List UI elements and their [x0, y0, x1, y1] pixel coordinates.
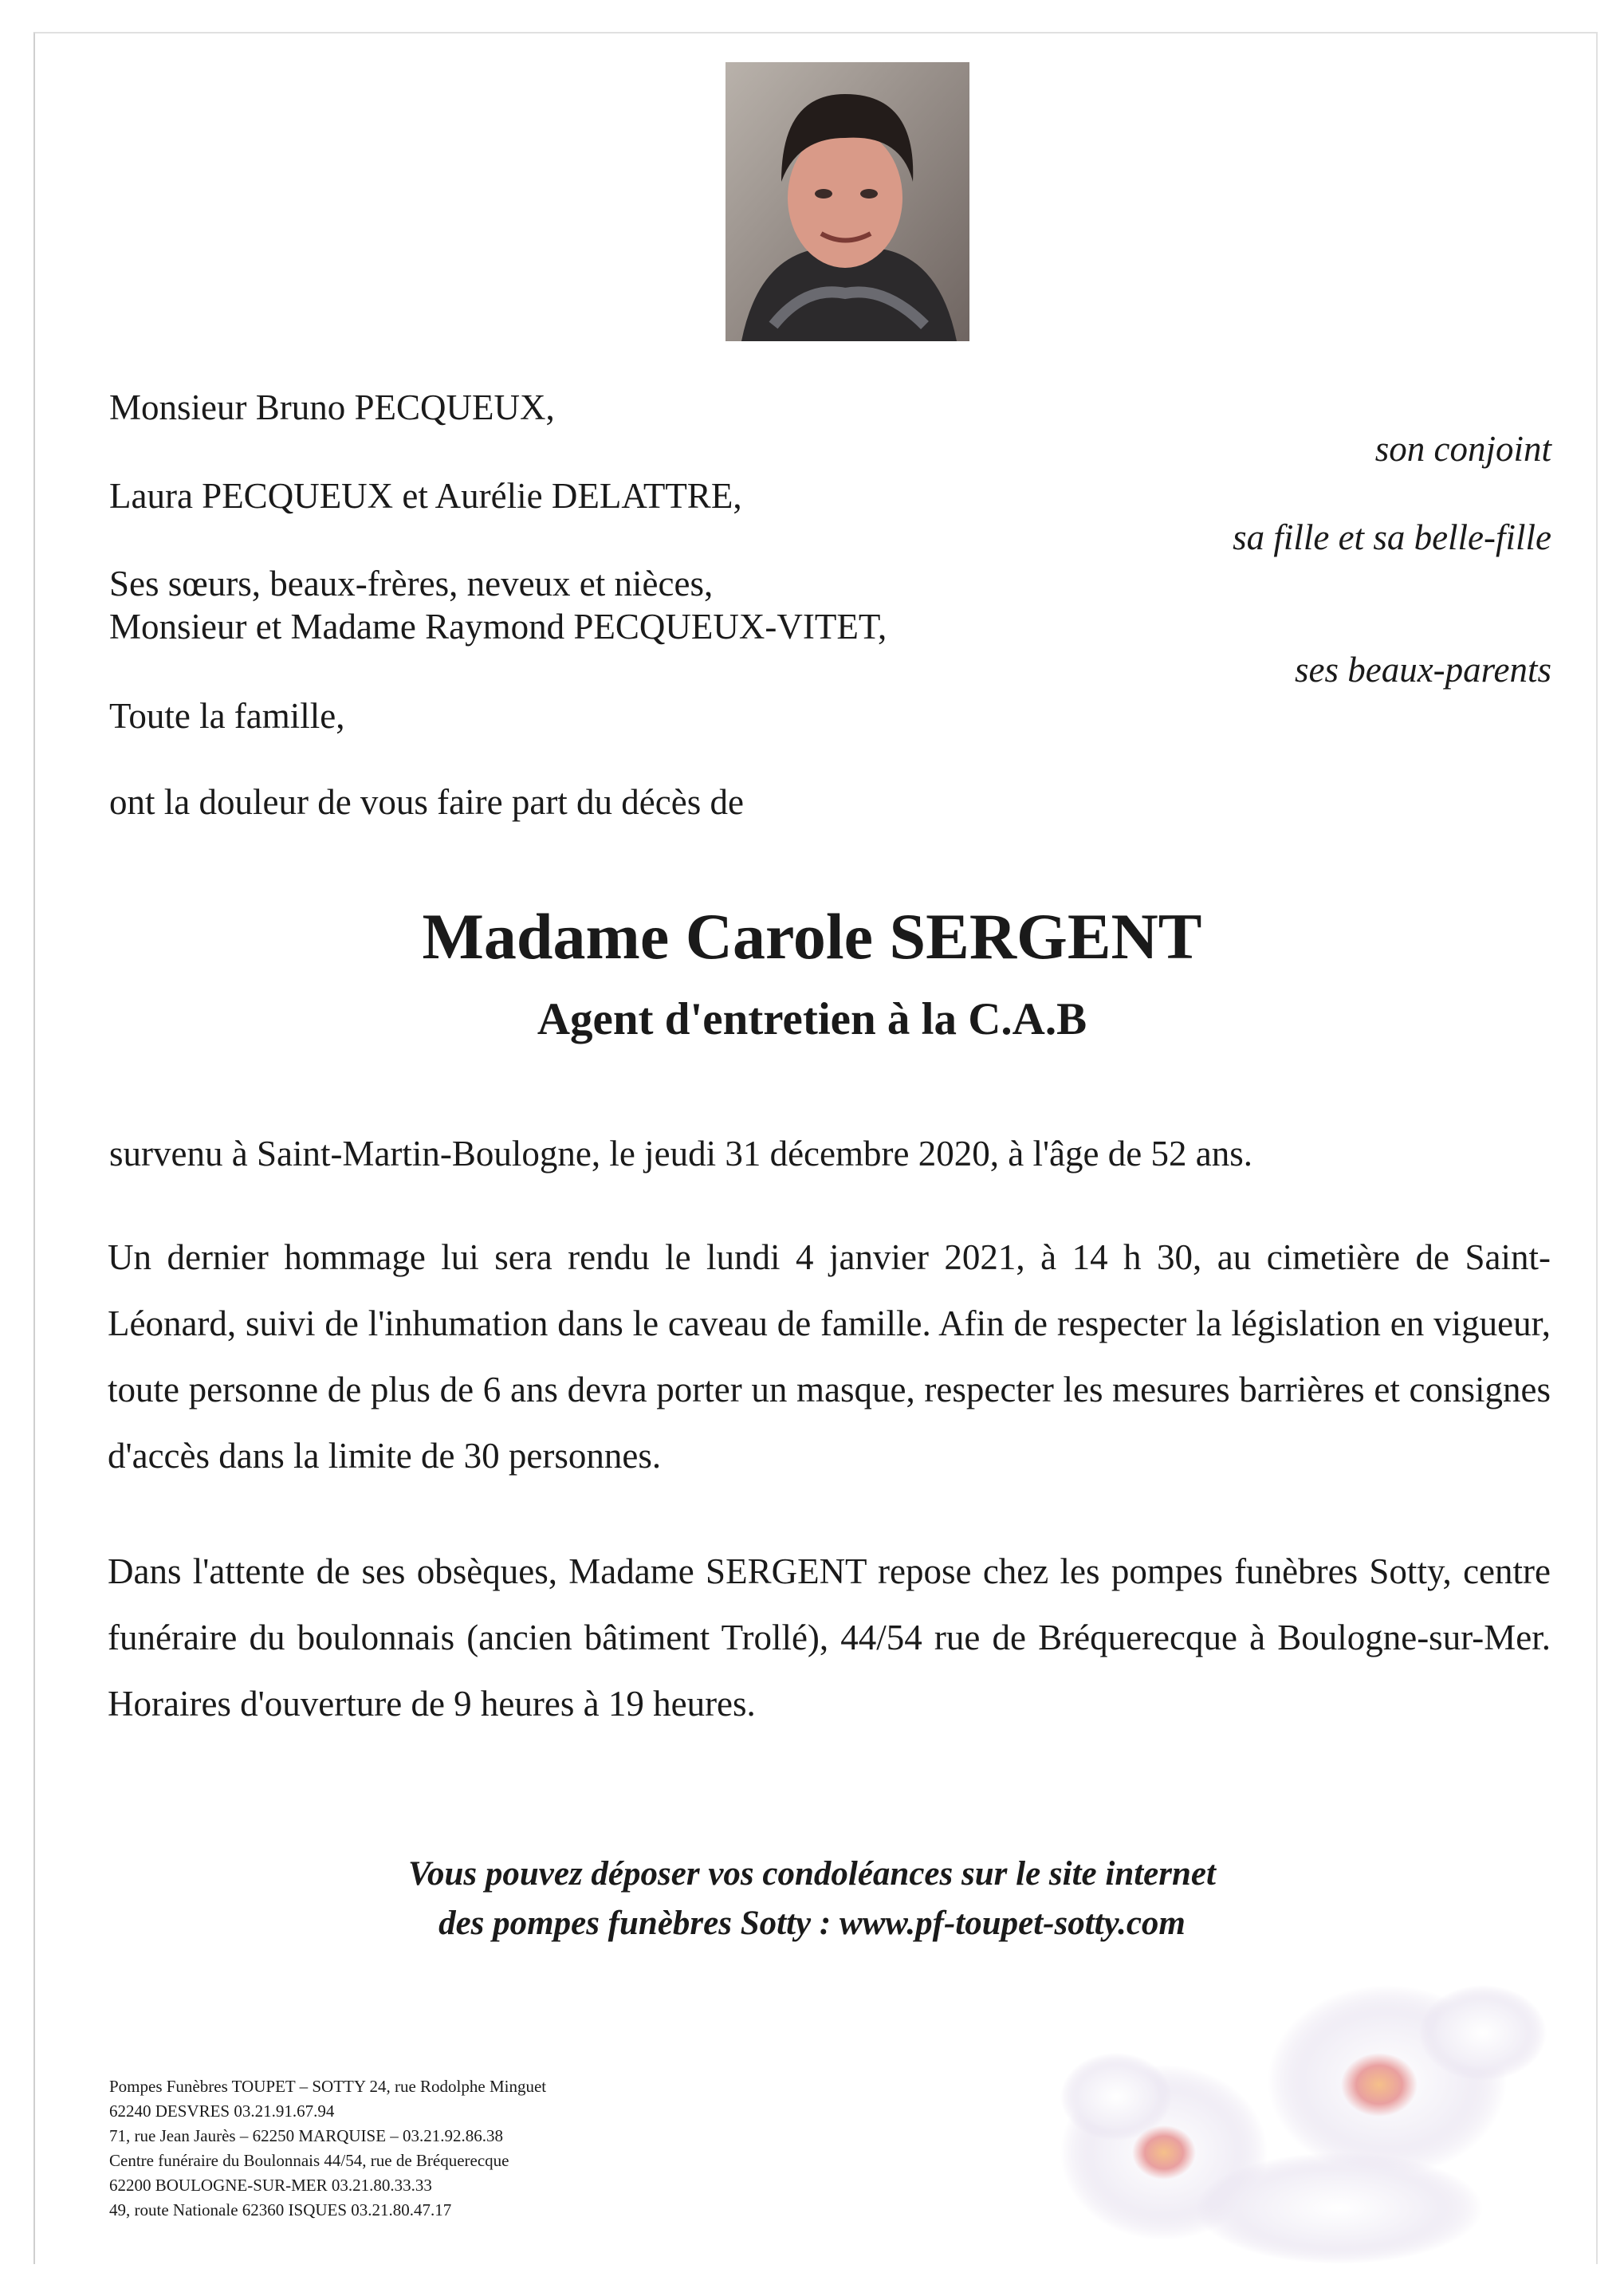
death-notice: survenu à Saint-Martin-Boulogne, le jeudi 31 décembre 2020, à l'âge de 52 ans.: [109, 1134, 1252, 1174]
footer-line: 49, route Nationale 62360 ISQUES 03.21.80.47.17: [109, 2200, 452, 2219]
deceased-name: Madame Carole SERGENT: [422, 900, 1202, 973]
relation-parents-in-law: ses beaux-parents: [1294, 650, 1551, 690]
footer-line: Pompes Funèbres TOUPET – SOTTY 24, rue Rodolphe Minguet: [109, 2077, 547, 2096]
deceased-role: Agent d'entretien à la C.A.B: [537, 994, 1087, 1044]
orchid-decoration: [1005, 1945, 1595, 2280]
family-line-siblings: Ses sœurs, beaux-frères, neveux et nièces,: [109, 564, 714, 603]
announcement-intro: ont la douleur de vous faire part du décès de: [109, 782, 744, 822]
footer-line: 62200 BOULOGNE-SUR-MER 03.21.80.33.33: [109, 2176, 432, 2195]
family-line-parents-in-law: Monsieur et Madame Raymond PECQUEUX-VITET,: [109, 607, 887, 647]
family-line-daughters: Laura PECQUEUX et Aurélie DELATTRE,: [109, 476, 742, 516]
funeral-home-footer: [109, 2074, 546, 2223]
relation-daughters: sa fille et sa belle-fille: [1233, 517, 1551, 557]
family-line-spouse: Monsieur Bruno PECQUEUX,: [109, 387, 555, 427]
repose-paragraph: Dans l'attente de ses obsèques, Madame SERGENT repose chez les pompes funèbres Sotty, centre funéraire du boulonnais (ancien bâtiment Trollé), 44/54 rue de Bréquerecque à Boulogne-sur-Mer. Horaires d'ouverture de 9 heures à 19 heures.: [108, 1551, 1551, 1724]
relation-spouse: son conjoint: [1374, 429, 1551, 469]
family-line-all: Toute la famille,: [109, 696, 345, 736]
condolences-line-2: des pompes funèbres Sotty : www.pf-toupet-sotty.com: [438, 1905, 1186, 1942]
ceremony-paragraph: Un dernier hommage lui sera rendu le lundi 4 janvier 2021, à 14 h 30, au cimetière de Saint-Léonard, suivi de l'inhumation dans le caveau de famille. Afin de respecter la législation en vigueur, toute personne de plus de 6 ans devra porter un masque, respecter les mesures barrières et consignes d'accès dans la limite de 30 personnes.: [108, 1237, 1551, 1476]
portrait-photo: [725, 62, 969, 341]
footer-line: Centre funéraire du Boulonnais 44/54, rue de Bréquerecque: [109, 2151, 509, 2170]
footer-line: 71, rue Jean Jaurès – 62250 MARQUISE – 03.21.92.86.38: [109, 2126, 504, 2145]
footer-line: 62240 DESVRES 03.21.91.67.94: [109, 2101, 335, 2121]
condolences-line-1: Vous pouvez déposer vos condoléances sur le site internet: [408, 1855, 1216, 1893]
